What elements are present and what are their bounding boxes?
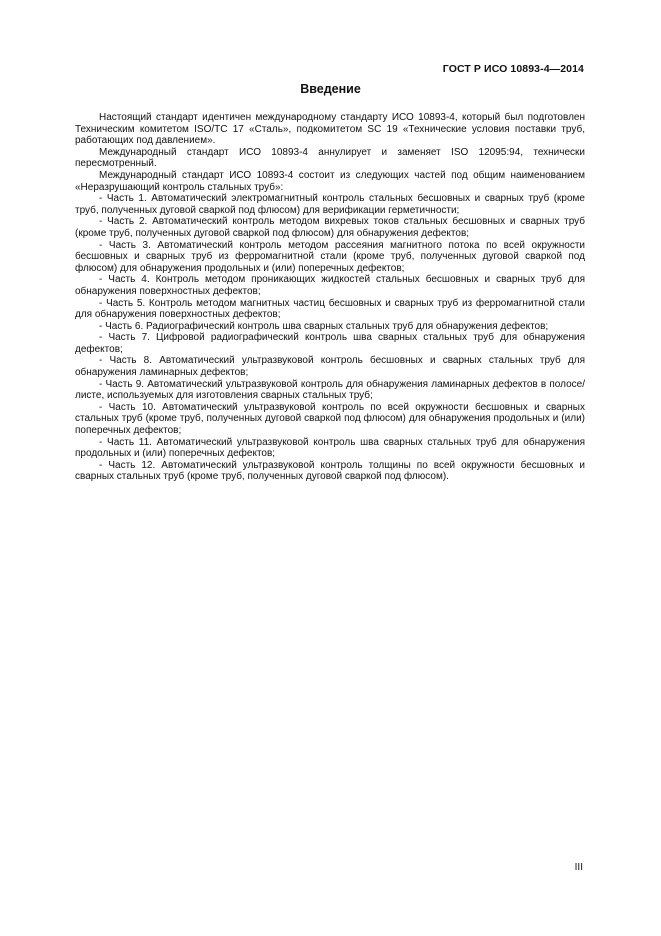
introduction-body	[75, 112, 585, 483]
part-item-7: - Часть 7. Цифровой радиографический контроль шва сварных стальных труб для обнаружения дефектов;	[75, 332, 585, 355]
paragraph-identity: Настоящий стандарт идентичен международному стандарту ИСО 10893-4, который был подготовлен Техническим комитетом ISO/TC 17 «Сталь», подкомитетом SC 19 «Технические условия поставки труб, работающих под давлением».	[75, 112, 585, 147]
paragraph-replacement: Международный стандарт ИСО 10893-4 аннулирует и заменяет ISO 12095:94, технически пересмотренный.	[75, 146, 585, 170]
part-item-1: - Часть 1. Автоматический электромагнитный контроль стальных бесшовных и сварных труб (кроме труб, полученных дуговой сваркой под флюсом) для верификации герметичности;	[75, 193, 585, 216]
part-item-4: - Часть 4. Контроль методом проникающих жидкостей стальных бесшовных и сварных труб для обнаружения поверхностных дефектов;	[75, 274, 585, 297]
part-item-6: - Часть 6. Радиографический контроль шва сварных стальных труб для обнаружения дефектов;	[99, 320, 549, 332]
part-item-9: - Часть 9. Автоматический ультразвуковой контроль для обнаружения ламинарных дефектов в полосе/листе, используемых для изготовления сварных стальных труб;	[75, 378, 585, 402]
page-number: III	[574, 862, 583, 873]
paragraph-parts-intro: Международный стандарт ИСО 10893-4 состоит из следующих частей под общим наименованием «Неразрушающий контроль стальных труб»:	[75, 169, 585, 193]
part-item-8: - Часть 8. Автоматический ультразвуковой контроль бесшовных и сварных стальных труб для обнаружения ламинарных дефектов;	[75, 355, 585, 379]
part-item-11: - Часть 11. Автоматический ультразвуковой контроль шва сварных стальных труб для обнаружения продольных и (или) поперечных дефектов;	[75, 436, 585, 460]
part-item-2: - Часть 2. Автоматический контроль методом вихревых токов стальных бесшовных и сварных труб (кроме труб, полученных дуговой сваркой под флюсом) для обнаружения дефектов;	[75, 216, 585, 239]
document-code: ГОСТ Р ИСО 10893-4—2014	[442, 63, 584, 75]
section-title: Введение	[300, 82, 361, 96]
part-item-10: - Часть 10. Автоматический ультразвуковой контроль по всей окружности бесшовных и сварных стальных труб (кроме труб, полученных дуговой сваркой под флюсом) для обнаружения продольных и (или) поперечных дефектов;	[75, 401, 585, 437]
parts-list	[75, 193, 585, 483]
part-item-3: - Часть 3. Автоматический контроль методом рассеяния магнитного потока по всей окружности бесшовных и сварных труб из ферромагнитной стали (кроме труб, полученных дуговой сваркой под флюсом) для обнаружения продольных и (или) поперечных дефектов;	[75, 239, 585, 274]
part-item-5: - Часть 5. Контроль методом магнитных частиц бесшовных и сварных труб из ферромагнитной стали для обнаружения поверхностных дефектов;	[75, 297, 585, 321]
part-item-12: - Часть 12. Автоматический ультразвуковой контроль толщины по всей окружности бесшовных и сварных стальных труб (кроме труб, полученных дуговой сваркой под флюсом).	[75, 459, 585, 483]
